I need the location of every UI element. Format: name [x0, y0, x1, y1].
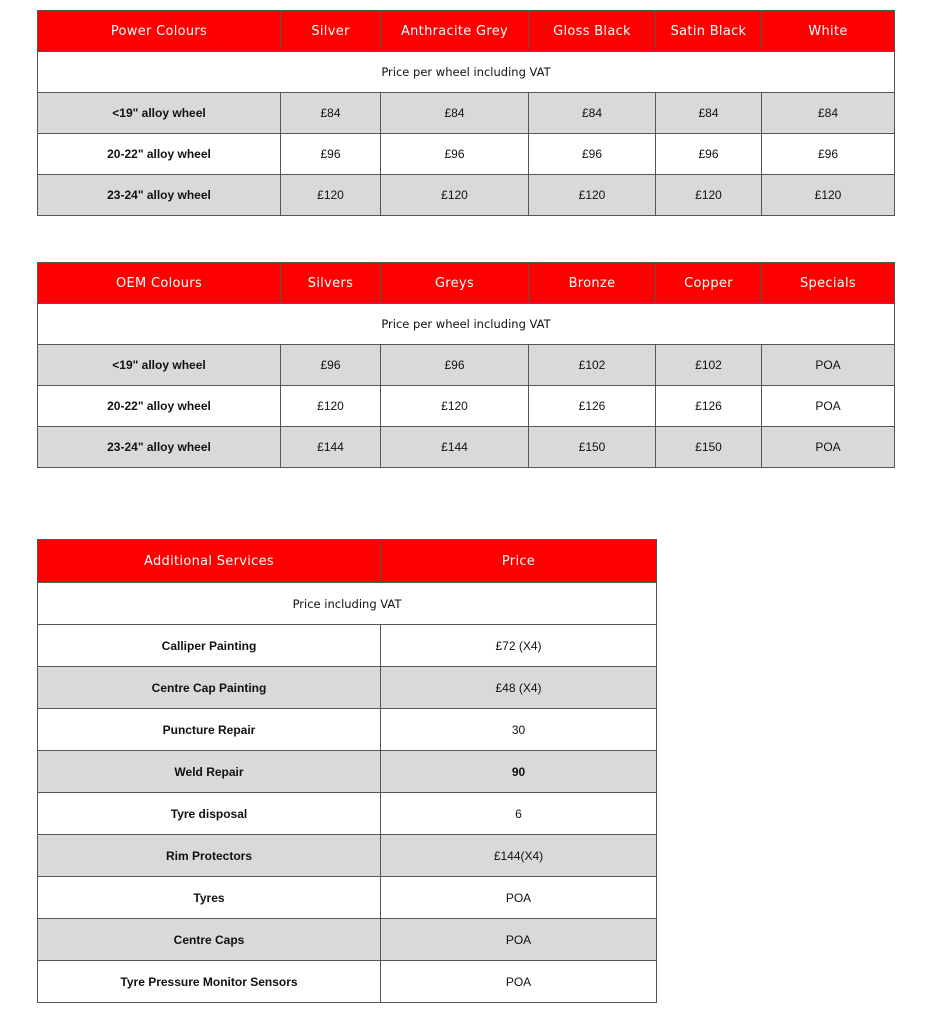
price-cell: £120 — [281, 175, 381, 216]
header-cell: Specials — [762, 263, 895, 304]
header-cell: Silver — [281, 11, 381, 52]
table-row — [38, 961, 657, 1003]
row-label: <19" alloy wheel — [38, 93, 281, 134]
row-label: Centre Cap Painting — [38, 667, 381, 709]
oem-colours-table — [37, 262, 895, 468]
table-row — [38, 919, 657, 961]
price-cell: £96 — [762, 134, 895, 175]
row-label: Tyre Pressure Monitor Sensors — [38, 961, 381, 1003]
price-cell: £144 — [281, 427, 381, 468]
price-cell: £96 — [656, 134, 762, 175]
price-cell: £120 — [381, 386, 529, 427]
row-label: Weld Repair — [38, 751, 381, 793]
price-cell: £84 — [656, 93, 762, 134]
table-row — [38, 667, 657, 709]
price-cell: POA — [381, 919, 657, 961]
price-cell: 90 — [381, 751, 657, 793]
price-cell: £120 — [281, 386, 381, 427]
table-row — [38, 625, 657, 667]
price-cell: POA — [381, 961, 657, 1003]
table-header-row — [38, 11, 895, 52]
price-cell: POA — [381, 877, 657, 919]
table-row — [38, 175, 895, 216]
price-cell: 30 — [381, 709, 657, 751]
row-label: 23-24" alloy wheel — [38, 175, 281, 216]
price-cell: £144 — [381, 427, 529, 468]
table-row — [38, 93, 895, 134]
row-label: Tyre disposal — [38, 793, 381, 835]
price-cell: £120 — [529, 175, 656, 216]
price-cell: £84 — [529, 93, 656, 134]
additional-services-table — [37, 539, 657, 1003]
header-cell: Additional Services — [38, 540, 381, 583]
row-label: Rim Protectors — [38, 835, 381, 877]
header-cell: Satin Black — [656, 11, 762, 52]
price-cell: £150 — [656, 427, 762, 468]
price-cell: £96 — [529, 134, 656, 175]
table-row — [38, 134, 895, 175]
header-cell: Gloss Black — [529, 11, 656, 52]
price-cell: £96 — [281, 345, 381, 386]
header-cell: Anthracite Grey — [381, 11, 529, 52]
row-label: 20-22" alloy wheel — [38, 386, 281, 427]
header-cell: Price — [381, 540, 657, 583]
price-cell: POA — [762, 345, 895, 386]
header-cell: Power Colours — [38, 11, 281, 52]
table-row — [38, 427, 895, 468]
price-cell: 6 — [381, 793, 657, 835]
table-header-row — [38, 263, 895, 304]
header-cell: OEM Colours — [38, 263, 281, 304]
header-cell: White — [762, 11, 895, 52]
table-row — [38, 345, 895, 386]
price-cell: £96 — [381, 345, 529, 386]
row-label: <19" alloy wheel — [38, 345, 281, 386]
price-cell: £102 — [529, 345, 656, 386]
table-row — [38, 751, 657, 793]
price-cell: £102 — [656, 345, 762, 386]
subheader-row — [38, 583, 657, 625]
price-cell: £72 (X4) — [381, 625, 657, 667]
price-cell: £120 — [381, 175, 529, 216]
row-label: Centre Caps — [38, 919, 381, 961]
subheader-row — [38, 304, 895, 345]
table-row — [38, 877, 657, 919]
subheader-cell: Price per wheel including VAT — [38, 304, 895, 345]
table-row — [38, 793, 657, 835]
price-cell: £96 — [381, 134, 529, 175]
price-cell: £84 — [281, 93, 381, 134]
header-cell: Bronze — [529, 263, 656, 304]
row-label: Puncture Repair — [38, 709, 381, 751]
price-cell: £120 — [656, 175, 762, 216]
price-cell: POA — [762, 386, 895, 427]
row-label: Tyres — [38, 877, 381, 919]
table-row — [38, 709, 657, 751]
price-cell: POA — [762, 427, 895, 468]
row-label: 20-22" alloy wheel — [38, 134, 281, 175]
row-label: 23-24" alloy wheel — [38, 427, 281, 468]
price-cell: £96 — [281, 134, 381, 175]
subheader-row — [38, 52, 895, 93]
subheader-cell: Price including VAT — [38, 583, 657, 625]
price-cell: £48 (X4) — [381, 667, 657, 709]
table-row — [38, 386, 895, 427]
header-cell: Silvers — [281, 263, 381, 304]
price-cell: £150 — [529, 427, 656, 468]
subheader-cell: Price per wheel including VAT — [38, 52, 895, 93]
header-cell: Greys — [381, 263, 529, 304]
table-row — [38, 835, 657, 877]
row-label: Calliper Painting — [38, 625, 381, 667]
price-cell: £144(X4) — [381, 835, 657, 877]
table-header-row — [38, 540, 657, 583]
price-cell: £84 — [381, 93, 529, 134]
price-cell: £84 — [762, 93, 895, 134]
price-cell: £126 — [656, 386, 762, 427]
power-colours-table — [37, 10, 895, 216]
price-cell: £120 — [762, 175, 895, 216]
header-cell: Copper — [656, 263, 762, 304]
price-cell: £126 — [529, 386, 656, 427]
